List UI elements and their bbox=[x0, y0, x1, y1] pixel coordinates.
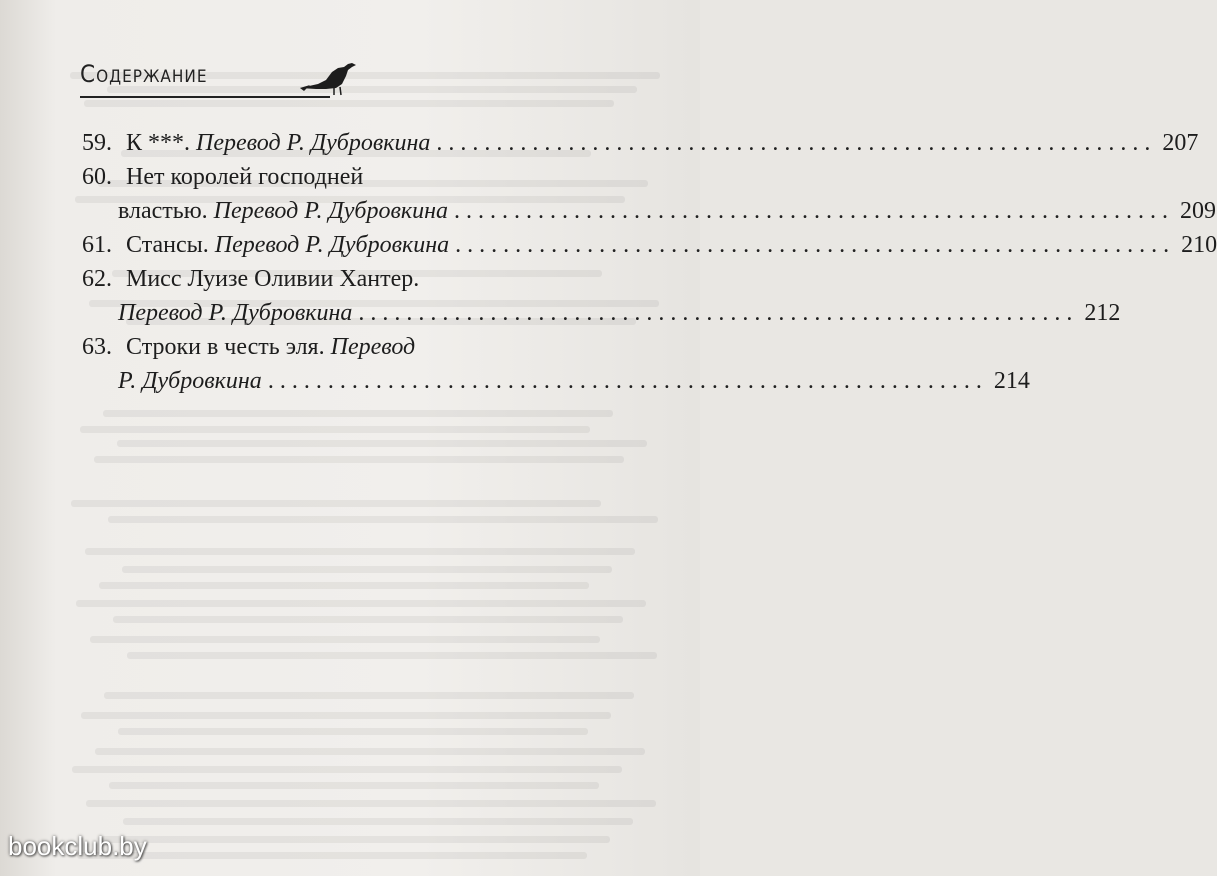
page-title: Содержание bbox=[80, 60, 208, 88]
entry-translator: Р. Дубровкина bbox=[118, 368, 262, 394]
header-rule bbox=[80, 96, 330, 98]
show-through-line bbox=[100, 836, 610, 843]
show-through-line bbox=[72, 766, 622, 773]
show-through-line bbox=[118, 728, 588, 735]
entry-translator: Перевод Р. Дубровкина bbox=[213, 198, 449, 224]
show-through-line bbox=[104, 692, 634, 699]
show-through-line bbox=[90, 636, 600, 643]
table-of-contents bbox=[82, 126, 1217, 398]
show-through-line bbox=[80, 426, 590, 433]
toc-entry-line bbox=[82, 262, 622, 296]
show-through-line bbox=[103, 410, 613, 417]
page-number: 207 bbox=[1162, 130, 1199, 156]
show-through-line bbox=[85, 548, 635, 555]
toc-entry-line bbox=[82, 330, 622, 364]
show-through-line bbox=[109, 782, 599, 789]
raven-icon bbox=[298, 58, 360, 98]
show-through-line bbox=[117, 440, 647, 447]
show-through-line bbox=[86, 800, 656, 807]
leader-dots: ............................................................ bbox=[455, 232, 1176, 258]
page-number: 210 bbox=[1181, 232, 1217, 258]
entry-number: 61. bbox=[82, 232, 112, 258]
entry-translator: Перевод Р. Дубровкина bbox=[214, 232, 450, 258]
entry-title: властью. bbox=[118, 198, 208, 224]
entry-title: Мисс Луизе Оливии Хантер. bbox=[126, 266, 420, 292]
entry-number: 59. bbox=[82, 130, 112, 156]
watermark: bookclub.by bbox=[8, 831, 147, 861]
entry-title: Строки в честь эля. bbox=[126, 334, 325, 360]
entry-number: 60. bbox=[82, 164, 112, 190]
entry-translator: Перевод bbox=[330, 334, 416, 360]
show-through-line bbox=[113, 616, 623, 623]
page-number: 212 bbox=[1084, 300, 1121, 326]
toc-header bbox=[80, 60, 620, 110]
toc-entry-line bbox=[82, 126, 1199, 160]
leader-dots: ............................................................ bbox=[267, 368, 988, 394]
show-through-line bbox=[123, 818, 633, 825]
page-number: 209 bbox=[1180, 198, 1217, 224]
show-through-line bbox=[99, 582, 589, 589]
page-number: 214 bbox=[993, 368, 1030, 394]
show-through-line bbox=[108, 516, 658, 523]
show-through-line bbox=[71, 500, 601, 507]
show-through-line bbox=[76, 600, 646, 607]
show-through-line bbox=[94, 456, 624, 463]
toc-entry-line bbox=[82, 160, 622, 194]
entry-translator: Перевод Р. Дубровкина bbox=[118, 300, 353, 326]
show-through-line bbox=[77, 852, 587, 859]
show-through-line bbox=[81, 712, 611, 719]
leader-dots: ............................................................ bbox=[454, 198, 1175, 224]
leader-dots: ............................................................ bbox=[436, 130, 1157, 156]
toc-entry-line bbox=[82, 364, 1030, 398]
entry-title: Стансы. bbox=[126, 232, 209, 258]
toc-entry-line bbox=[82, 228, 1217, 262]
entry-number: 63. bbox=[82, 334, 112, 360]
leader-dots: ............................................................ bbox=[358, 300, 1079, 326]
show-through-line bbox=[122, 566, 612, 573]
entry-number: 62. bbox=[82, 266, 112, 292]
entry-title: К ***. bbox=[126, 130, 191, 156]
entry-title: Нет королей господней bbox=[126, 164, 364, 190]
entry-translator: Перевод Р. Дубровкина bbox=[196, 130, 431, 156]
show-through-line bbox=[127, 652, 657, 659]
toc-entry-line bbox=[82, 296, 1121, 330]
show-through-line bbox=[95, 748, 645, 755]
toc-entry-line bbox=[82, 194, 1217, 228]
